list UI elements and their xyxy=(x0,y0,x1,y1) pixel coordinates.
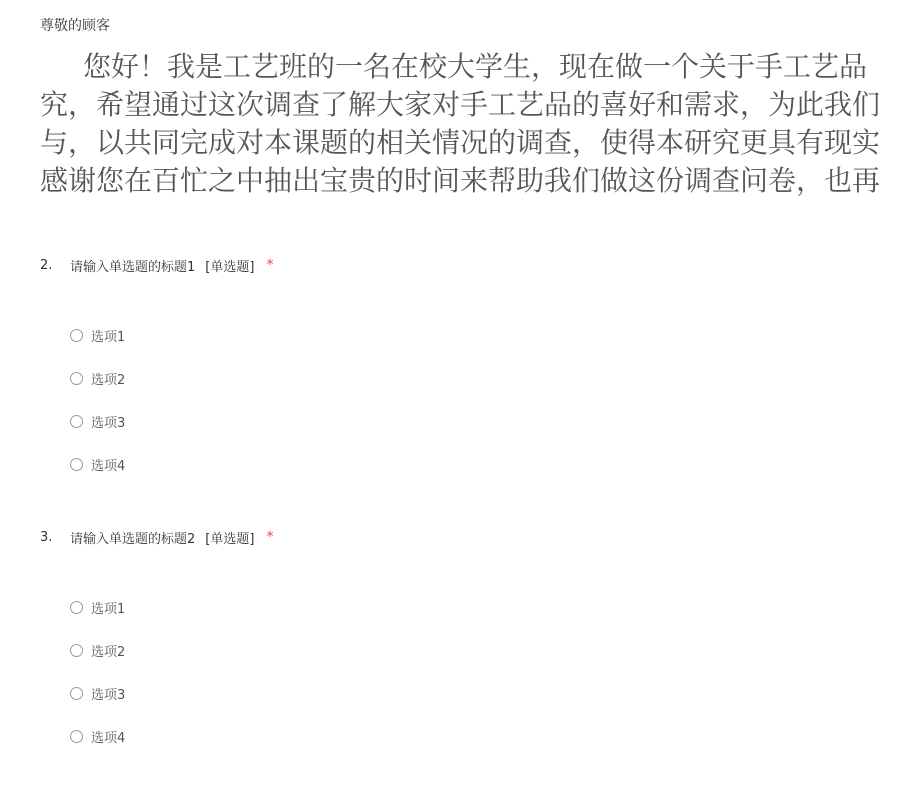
radio-circle-icon[interactable] xyxy=(70,415,83,428)
required-marker: * xyxy=(266,529,274,545)
required-marker: * xyxy=(266,257,274,273)
option-label: 选项2 xyxy=(91,372,126,388)
radio-circle-icon[interactable] xyxy=(70,644,83,657)
intro-paragraph xyxy=(40,48,900,200)
intro-line: 与，以共同完成对本课题的相关情况的调查，使得本研究更具有现实 xyxy=(40,126,881,159)
option-radio[interactable] xyxy=(70,368,125,388)
option-label: 选项1 xyxy=(91,601,126,617)
option-radio[interactable] xyxy=(70,454,125,474)
radio-circle-icon[interactable] xyxy=(70,458,83,471)
option-label: 选项1 xyxy=(91,329,126,345)
question-2 xyxy=(40,255,860,474)
option-radio[interactable] xyxy=(70,726,125,746)
question-number: 2. xyxy=(40,257,53,273)
radio-circle-icon[interactable] xyxy=(70,601,83,614)
question-number: 3. xyxy=(40,529,53,545)
question-header xyxy=(40,527,860,547)
radio-circle-icon[interactable] xyxy=(70,730,83,743)
question-title: 请输入单选题的标题1 xyxy=(70,259,196,275)
option-label: 选项3 xyxy=(91,415,126,431)
option-radio[interactable] xyxy=(70,411,125,431)
radio-circle-icon[interactable] xyxy=(70,329,83,342)
option-radio[interactable] xyxy=(70,640,125,660)
radio-circle-icon[interactable] xyxy=(70,687,83,700)
radio-circle-icon[interactable] xyxy=(70,372,83,385)
greeting-text: 尊敬的顾客 xyxy=(40,18,110,34)
question-title: 请输入单选题的标题2 xyxy=(70,531,196,547)
question-type-tag: [单选题] xyxy=(205,259,255,275)
option-radio[interactable] xyxy=(70,597,125,617)
intro-line: 感谢您在百忙之中抽出宝贵的时间来帮助我们做这份调查问卷，也再 xyxy=(40,164,881,197)
question-3 xyxy=(40,527,860,746)
option-label: 选项3 xyxy=(91,687,126,703)
question-type-tag: [单选题] xyxy=(205,531,255,547)
option-radio[interactable] xyxy=(70,683,125,703)
option-label: 选项4 xyxy=(91,458,126,474)
intro-line: 您好！我是工艺班的一名在校大学生，现在做一个关于手工艺品 xyxy=(83,50,868,83)
option-radio[interactable] xyxy=(70,325,125,345)
question-header xyxy=(40,255,860,275)
option-label: 选项4 xyxy=(91,730,126,746)
option-label: 选项2 xyxy=(91,644,126,660)
intro-line: 究，希望通过这次调查了解大家对手工艺品的喜好和需求，为此我们 xyxy=(40,88,881,121)
